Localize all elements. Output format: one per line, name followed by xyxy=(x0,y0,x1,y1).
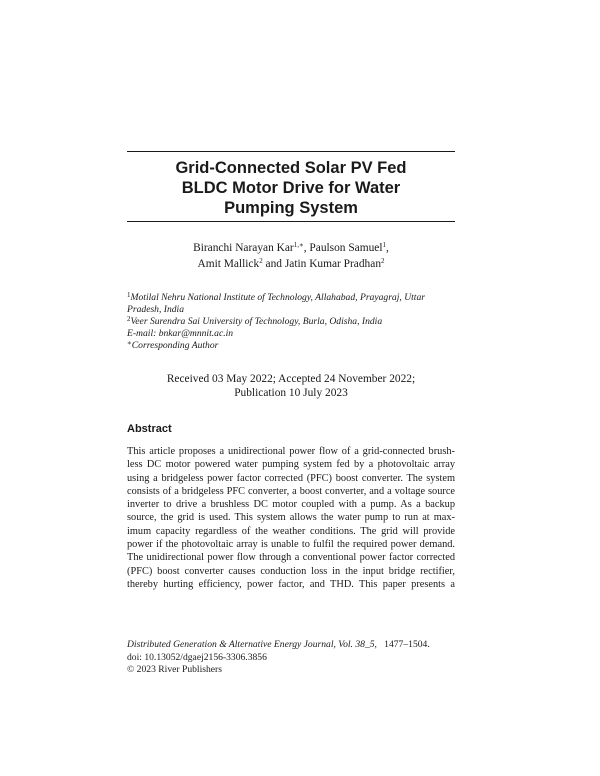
abstract-heading: Abstract xyxy=(127,423,172,435)
affiliations xyxy=(127,292,459,352)
corresponding-text: Corresponding Author xyxy=(131,340,219,351)
author-affil-mark: 2 xyxy=(381,257,385,265)
abstract-body xyxy=(127,445,455,591)
author-name: Paulson Samuel xyxy=(309,242,383,254)
paper-title xyxy=(127,158,455,218)
corresponding-author-note xyxy=(127,340,459,352)
journal-name: Distributed Generation & Alternative Energy Journal, Vol. 38_5, xyxy=(127,639,377,650)
affiliation-1-cont: Pradesh, India xyxy=(127,304,185,315)
author-affil-mark: 1,∗ xyxy=(293,241,304,249)
author-line-1 xyxy=(127,240,455,256)
page-range: 1477–1504. xyxy=(384,639,430,650)
author-separator: , xyxy=(386,242,389,254)
title-rule-top xyxy=(127,151,455,152)
abstract-line: imum capacity regardless of the weather conditions. The grid will provide xyxy=(127,525,455,537)
doi-line: doi: 10.13052/dgaej2156-3306.3856 xyxy=(127,651,267,663)
author-conjunction: and xyxy=(262,258,285,270)
author-affil-mark: 1 xyxy=(382,241,387,249)
author-separator: , xyxy=(303,242,310,254)
affiliation-mark: 2 xyxy=(127,315,131,323)
abstract-line: inverter to drive a brushless DC motor coupled with a pump. As a backup xyxy=(127,499,455,511)
copyright-line: © 2023 River Publishers xyxy=(127,664,222,675)
abstract-line: (PFC) boost converter causes conduction loss in the input bridge rectifier, xyxy=(127,565,455,577)
abstract-line: The unidirectional power flow through a conventional power factor corrected xyxy=(127,552,455,564)
author-line-2 xyxy=(127,256,455,272)
corresponding-mark: ∗ xyxy=(127,339,132,347)
author-name: Jatin Kumar Pradhan xyxy=(284,258,382,270)
contact-email: E-mail: bnkar@mnnit.ac.in xyxy=(127,328,234,339)
journal-citation xyxy=(127,639,467,652)
title-line-1: Grid-Connected Solar PV Fed xyxy=(175,159,407,177)
affiliation-text: Motilal Nehru National Institute of Technology, Allahabad, Prayagraj, Uttar xyxy=(130,292,425,303)
dates-line-1: Received 03 May 2022; Accepted 24 November 2022; xyxy=(166,373,416,385)
abstract-line: power if the photovoltaic array is unable to fulfil the required power demand. xyxy=(127,539,455,551)
affiliation-mark: 1 xyxy=(127,291,131,299)
abstract-line: less DC motor powered water pumping system fed by a photovoltaic array xyxy=(127,459,455,471)
dates-line-2: Publication 10 July 2023 xyxy=(234,387,348,399)
affiliation-text: Veer Surendra Sai University of Technology, Burla, Odisha, India xyxy=(130,316,383,327)
abstract-line: consists of a bridgeless PFC converter, a boost converter, and a voltage source xyxy=(127,485,455,497)
abstract-line: source, the grid is used. This system allows the water pump to run at max- xyxy=(127,512,455,524)
abstract-line: thereby hurting efficiency, power factor, and THD. This paper presents a xyxy=(127,578,455,590)
abstract-line: using a bridgeless power factor corrected (PFC) boost converter. The system xyxy=(127,472,455,484)
title-line-2: BLDC Motor Drive for Water xyxy=(181,179,401,197)
author-name: Biranchi Narayan Kar xyxy=(193,242,294,254)
abstract-line: This article proposes a unidirectional power flow of a grid-connected brush- xyxy=(127,446,455,457)
author-affil-mark: 2 xyxy=(259,257,263,265)
affiliation-1 xyxy=(127,292,459,304)
publication-dates xyxy=(127,372,455,400)
title-line-3: Pumping System xyxy=(224,199,358,217)
page-footer xyxy=(127,639,467,677)
title-rule-bottom xyxy=(127,221,455,222)
author-list xyxy=(127,240,455,272)
affiliation-2 xyxy=(127,316,459,328)
author-name: Amit Mallick xyxy=(197,258,260,270)
